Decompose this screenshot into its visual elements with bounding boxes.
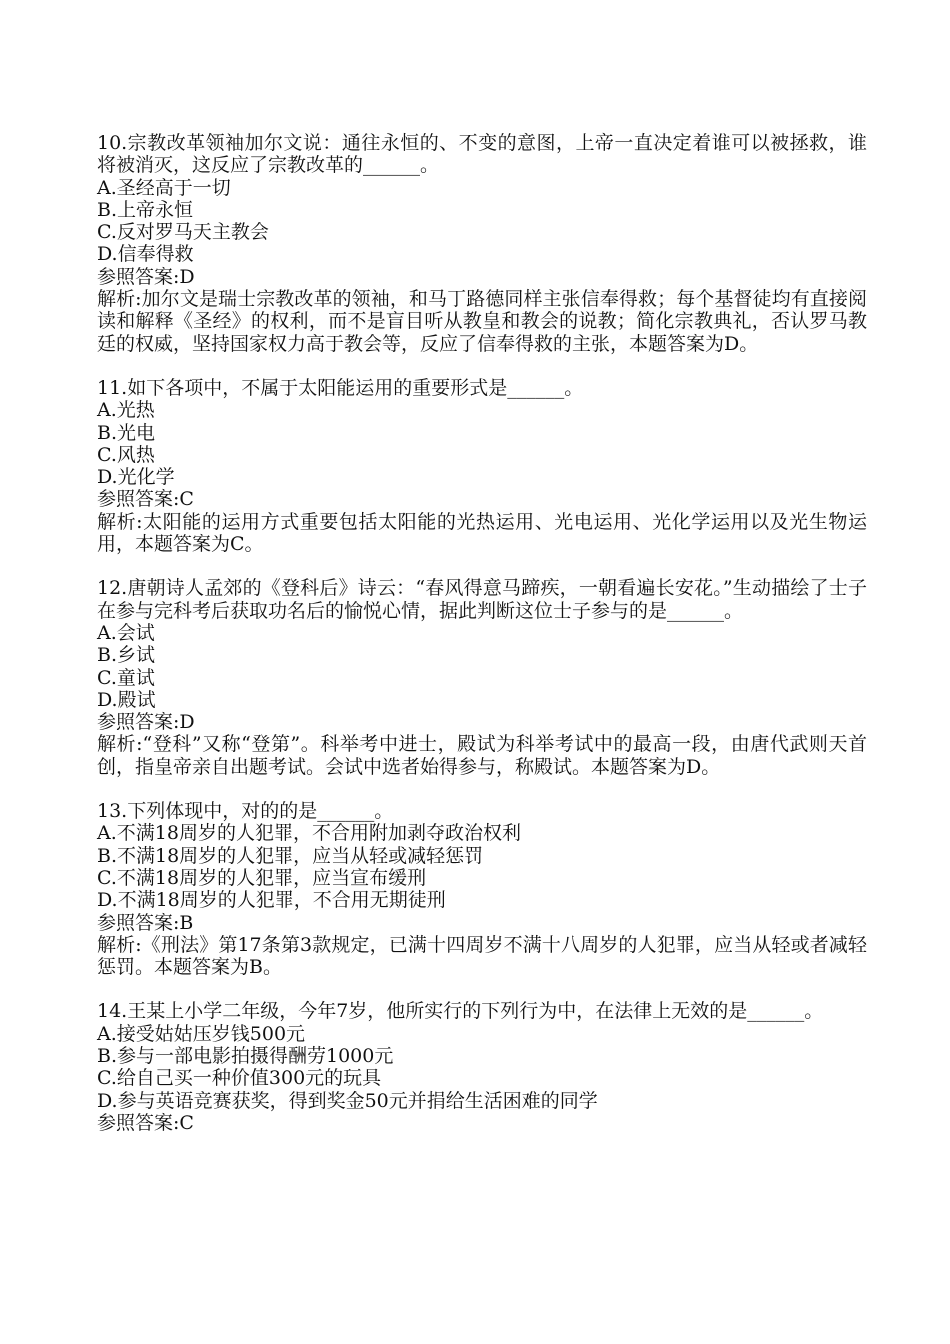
option-d: D.信奉得救: [97, 243, 194, 266]
reference-answer: 参照答案:C: [97, 1111, 194, 1134]
option-a: A.会试: [97, 621, 155, 644]
reference-answer: 参照答案:D: [97, 265, 195, 288]
explanation: 解析:“登科”又称“登第”。科举考中进士，殿试为科举考试中的最高一段，由唐代武则天首创，指皇帝亲自出题考试。会试中选者始得参与，称殿试。本题答案为D。: [97, 733, 867, 778]
option-c: C.反对罗马天主教会: [97, 221, 269, 244]
question-14: [97, 1000, 867, 1134]
explanation: 解析:《刑法》第17条第3款规定，已满十四周岁不满十八周岁的人犯罪，应当从轻或者减轻惩罚。本题答案为B。: [97, 933, 867, 979]
reference-answer: 参照答案:B: [97, 911, 194, 934]
option-b: B.乡试: [97, 644, 156, 667]
option-b: B.不满18周岁的人犯罪，应当从轻或减轻惩罚: [97, 844, 484, 867]
option-a: A.接受姑姑压岁钱500元: [97, 1022, 306, 1045]
explanation: 解析:太阳能的运用方式重要包括太阳能的光热运用、光电运用、光化学运用以及光生物运用，本题答案为C。: [97, 510, 867, 556]
question-12: [97, 577, 867, 778]
option-c: C.不满18周岁的人犯罪，应当宣布缓刑: [97, 866, 427, 889]
question-13: [97, 800, 867, 978]
option-a: A.不满18周岁的人犯罪，不合用附加剥夺政治权利: [97, 822, 521, 845]
question-10: [97, 132, 867, 355]
question-stem: 12.唐朝诗人孟郊的《登科后》诗云：“春风得意马蹄疾，一朝看遍长安花。”生动描绘了士子在参与完科考后获取功名后的愉悦心情，据此判断这位士子参与的是______。: [97, 577, 867, 622]
document-page: [97, 132, 867, 1156]
option-d: D.殿试: [97, 688, 156, 711]
option-b: B.上帝永恒: [97, 198, 194, 221]
explanation: 解析:加尔文是瑞士宗教改革的领袖，和马丁路德同样主张信奉得救；每个基督徒均有直接阅读和解释《圣经》的权利，而不是盲目听从教皇和教会的说教；简化宗教典礼，否认罗马教廷的权威，坚持国家权力高于教会等，反应了信奉得救的主张，本题答案为D。: [97, 288, 867, 355]
option-b: B.光电: [97, 421, 156, 444]
option-a: A.光热: [97, 399, 155, 422]
reference-answer: 参照答案:C: [97, 488, 194, 511]
question-stem: 11.如下各项中，不属于太阳能运用的重要形式是______。: [97, 376, 584, 399]
option-d: D.不满18周岁的人犯罪，不合用无期徒刑: [97, 889, 446, 912]
question-stem: 13.下列体现中，对的的是______。: [97, 800, 394, 823]
option-c: C.给自己买一种价值300元的玩具: [97, 1067, 382, 1090]
question-11: [97, 377, 867, 555]
option-c: C.童试: [97, 666, 155, 689]
reference-answer: 参照答案:D: [97, 711, 195, 734]
question-stem: 10.宗教改革领袖加尔文说：通往永恒的、不变的意图，上帝一直决定着谁可以被拯救，谁将被消灭，这反应了宗教改革的______。: [97, 132, 867, 177]
option-a: A.圣经高于一切: [97, 176, 231, 199]
option-d: D.参与英语竞赛获奖，得到奖金50元并捐给生活困难的同学: [97, 1089, 598, 1112]
option-c: C.风热: [97, 443, 155, 466]
question-stem: 14.王某上小学二年级，今年7岁，他所实行的下列行为中，在法律上无效的是______。: [97, 1000, 824, 1023]
option-d: D.光化学: [97, 466, 175, 489]
option-b: B.参与一部电影拍摄得酬劳1000元: [97, 1044, 394, 1067]
